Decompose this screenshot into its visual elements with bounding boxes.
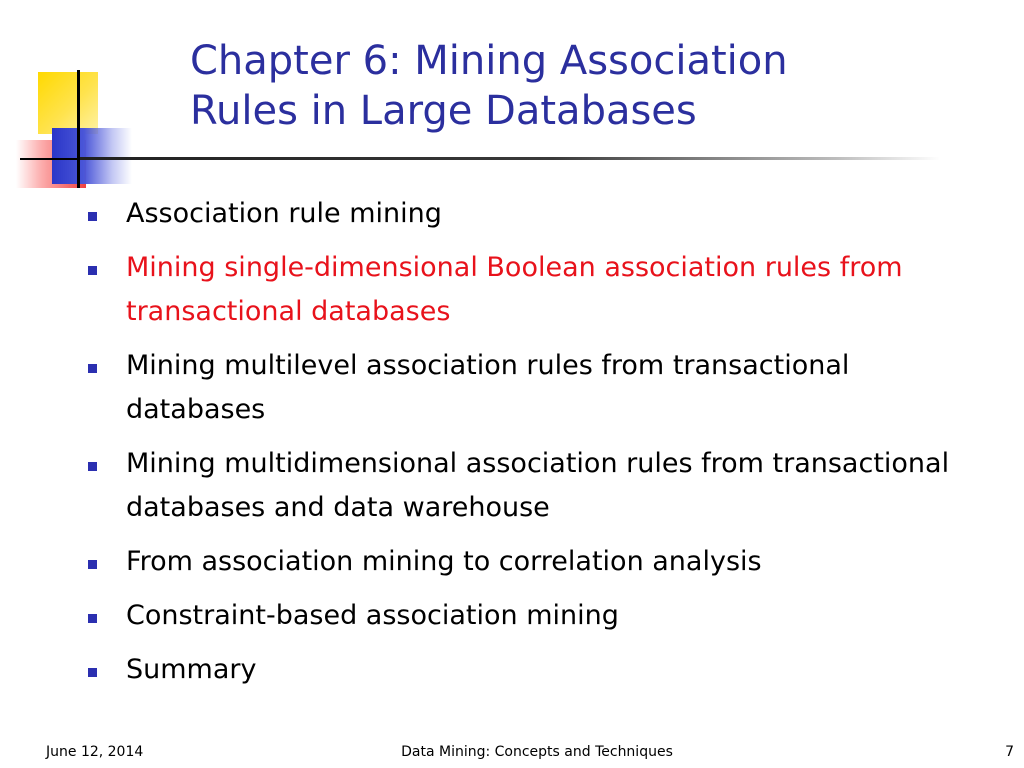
bullet-square-icon — [88, 364, 97, 373]
bullet-item-correlation-analysis — [86, 540, 956, 584]
bullet-text: From association mining to correlation analysis — [126, 546, 762, 577]
bullet-square-icon — [88, 462, 97, 471]
bullet-text: Constraint-based association mining — [126, 600, 619, 631]
footer-center-text: Data Mining: Concepts and Techniques — [401, 744, 673, 760]
slide-title-line-1: Chapter 6: Mining Association — [190, 38, 788, 84]
bullet-item-constraint-based — [86, 594, 956, 638]
bullet-square-icon — [88, 560, 97, 569]
bullet-text: Mining multidimensional association rules from transactional databases and data warehouse — [126, 448, 950, 523]
bullet-text: Mining multilevel association rules from transactional databases — [126, 350, 850, 425]
bullet-item-multilevel — [86, 344, 956, 432]
bullet-square-icon — [88, 668, 97, 677]
bullet-square-icon — [88, 266, 97, 275]
bullet-square-icon — [88, 614, 97, 623]
footer-page-number: 7 — [1005, 744, 1014, 760]
slide-title-line-2: Rules in Large Databases — [190, 88, 697, 134]
bullet-item-association-rule-mining — [86, 192, 956, 236]
logo-vertical-line — [77, 70, 80, 188]
bullet-text: Summary — [126, 654, 257, 685]
logo-blue-square — [52, 128, 132, 184]
logo-yellow-square — [38, 72, 98, 134]
footer-date: June 12, 2014 — [46, 744, 144, 760]
bullet-text: Association rule mining — [126, 198, 442, 229]
title-divider — [80, 157, 940, 160]
slide-title — [190, 36, 990, 136]
bullet-item-multidimensional — [86, 442, 956, 530]
bullet-list — [86, 192, 956, 702]
bullet-text: Mining single-dimensional Boolean association rules from transactional databases — [126, 252, 903, 327]
bullet-item-single-dimensional-boolean — [86, 246, 956, 334]
bullet-square-icon — [88, 212, 97, 221]
bullet-item-summary — [86, 648, 956, 692]
